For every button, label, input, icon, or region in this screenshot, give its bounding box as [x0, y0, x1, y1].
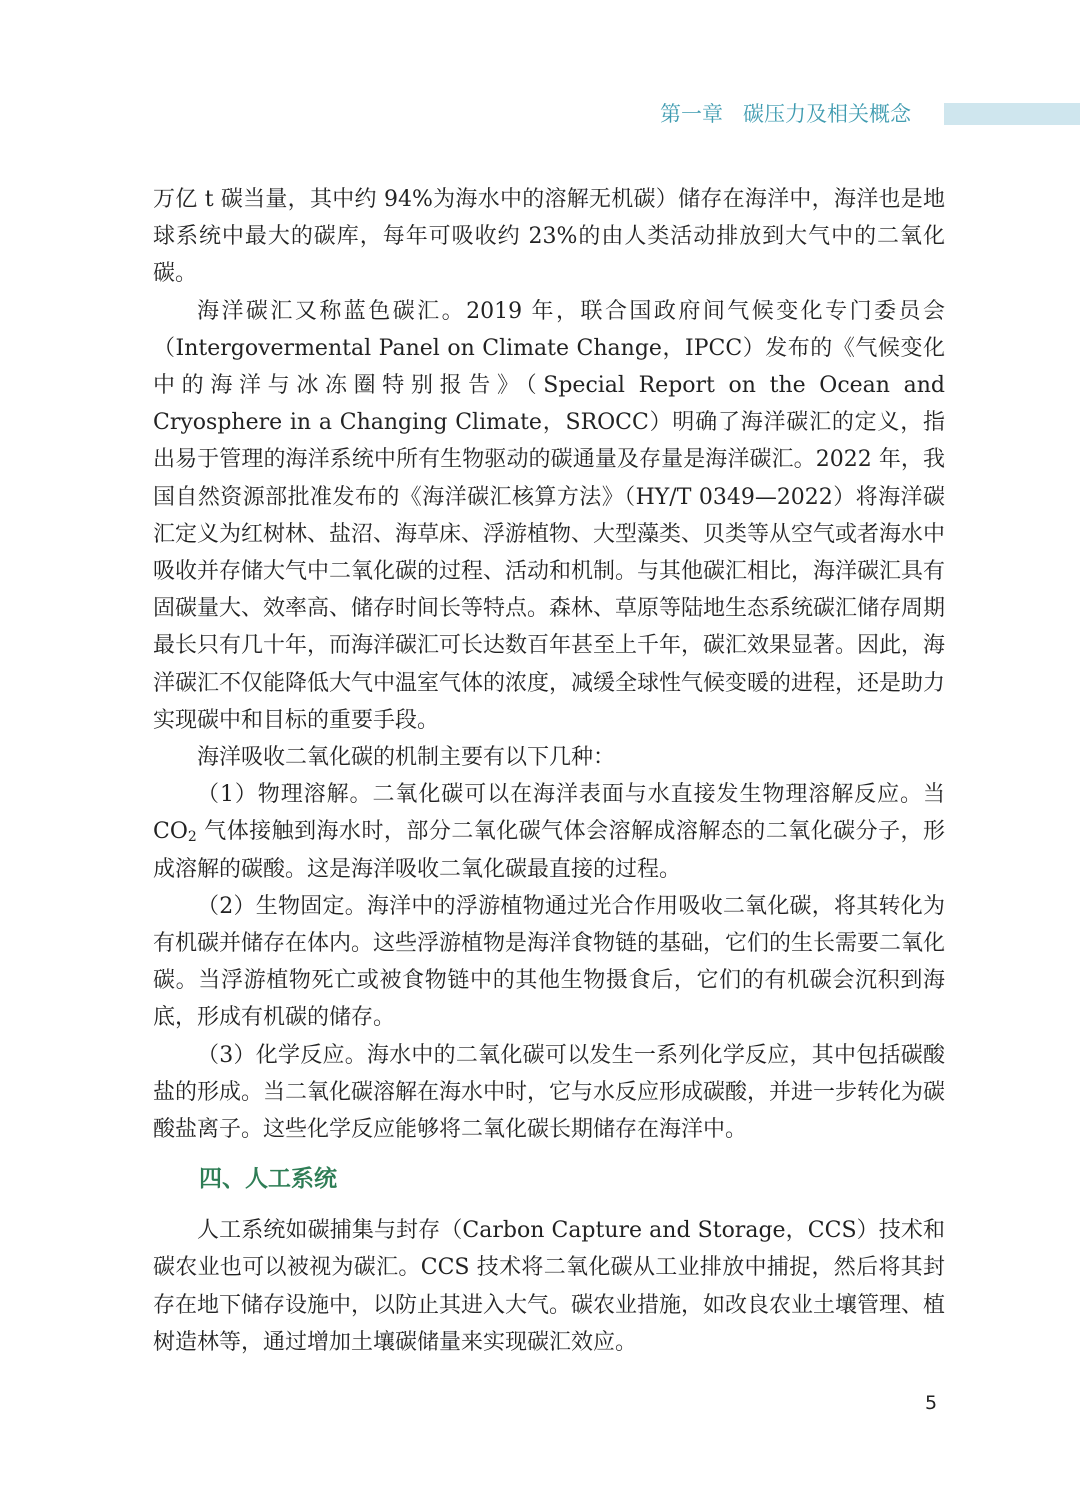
co2-subscript: 2 [187, 829, 197, 846]
chapter-label: 第一章 [660, 102, 723, 126]
physical-dissolution-text-cont: 气体接触到海水时，部分二氧化碳气体会溶解成溶解态的二氧化碳分子，形成溶解的碳酸。这是海洋吸收二氧化碳最直接的过程。 [153, 819, 945, 882]
paragraph-continuation: 万亿 t 碳当量，其中约 94%为海水中的溶解无机碳）储存在海洋中，海洋也是地球系统中最大的碳库，每年可吸收约 23%的由人类活动排放到大气中的二氧化碳。 [153, 187, 945, 287]
paragraph-physical-dissolution [153, 776, 945, 888]
running-header [660, 96, 940, 132]
paragraph-artificial-systems: 人工系统如碳捕集与封存（Carbon Capture and Storage，CCS）技术和碳农业也可以被视为碳汇。CCS 技术将二氧化碳从工业排放中捕捉，然后将其封存在地下储存设施中，以防止其进入大气。碳农业措施，如改良农业土壤管理、植树造林等，通过增加土壤碳储量来实现碳汇效应。 [153, 1218, 946, 1355]
page-number: 5 [925, 1392, 938, 1414]
paragraph-ocean-carbon-sink: 海洋碳汇又称蓝色碳汇。2019 年，联合国政府间气候变化专门委员会（Intergovermental Panel on Climate Change，IPCC）发布的《气候变化中的海洋与冰冻圈特别报告》（Special Report on the Ocean and Cryosphere in a Changing Climate，SROCC）明确了海洋碳汇的定义，指出易于管理的海洋系统中所有生物驱动的碳通量及存量是海洋碳汇。2022 年，我国自然资源部批准发布的《海洋碳汇核算方法》（HY/T 0349—2022）将海洋碳汇定义为红树林、盐沼、海草床、浮游植物、大型藻类、贝类等从空气或者海水中吸收并存储大气中二氧化碳的过程、活动和机制。与其他碳汇相比，海洋碳汇具有固碳量大、效率高、储存时间长等特点。森林、草原等陆地生态系统碳汇储存周期最长只有几十年，而海洋碳汇可长达数百年甚至上千年，碳汇效果显著。因此，海洋碳汇不仅能降低大气中温室气体的浓度，减缓全球性气候变暖的进程，还是助力实现碳中和目标的重要手段。 [153, 298, 946, 733]
paragraph-chemical-reaction: （3）化学反应。海水中的二氧化碳可以发生一系列化学反应，其中包括碳酸盐的形成。当二氧化碳溶解在海水中时，它与水反应形成碳酸，并进一步转化为碳酸盐离子。这些化学反应能够将二氧化碳长期储存在海洋中。 [153, 1042, 946, 1143]
header-accent-bar [944, 103, 1080, 125]
section-heading: 四、人工系统 [199, 1166, 337, 1193]
paragraph-mechanisms-intro: 海洋吸收二氧化碳的机制主要有以下几种： [197, 745, 616, 771]
physical-dissolution-text: （1）物理溶解。二氧化碳可以在海洋表面与水直接发生物理溶解反应。当 CO [153, 782, 945, 845]
chapter-title: 碳压力及相关概念 [743, 102, 912, 126]
page-body [153, 181, 945, 1361]
paragraph-biological-fixation: （2）生物固定。海洋中的浮游植物通过光合作用吸收二氧化碳，将其转化为有机碳并储存在体内。这些浮游植物是海洋食物链的基础，它们的生长需要二氧化碳。当浮游植物死亡或被食物链中的其他生物摄食后，它们的有机碳会沉积到海底，形成有机碳的储存。 [153, 893, 946, 1031]
